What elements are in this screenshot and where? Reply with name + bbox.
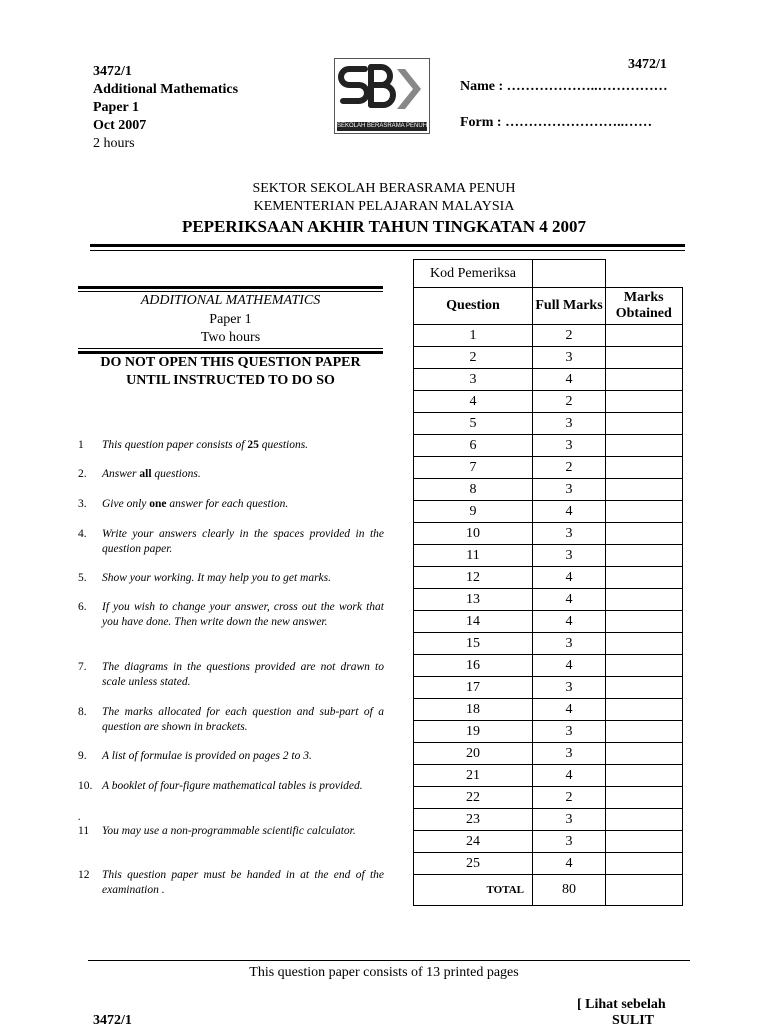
marks-obtained-cell[interactable] [606,809,683,831]
table-row [414,567,683,589]
logo-caption: SEKOLAH BERASRAMA PENUH [337,123,427,129]
marks-obtained-cell[interactable] [606,413,683,435]
paper-subject: ADDITIONAL MATHEMATICS [140,293,321,308]
examiner-code-label: Kod Pemeriksa [414,260,533,288]
table-row [414,743,683,765]
table-row [414,347,683,369]
marks-obtained-cell[interactable] [606,369,683,391]
question-number-cell: 21 [414,765,533,787]
full-marks-cell: 2 [533,391,606,413]
marks-obtained-cell[interactable] [606,721,683,743]
paper-number-box: Paper 1 [209,312,252,327]
marks-obtained-cell[interactable] [606,567,683,589]
full-marks-cell: 3 [533,677,606,699]
question-number-cell: 8 [414,479,533,501]
footer-rule [88,960,690,961]
question-number-cell: 7 [414,457,533,479]
marks-obtained-cell[interactable] [606,853,683,875]
table-row [414,611,683,633]
table-row [414,677,683,699]
classification-label: SULIT [612,1013,655,1028]
header-right-code: 3472/1 [628,57,667,72]
marks-obtained-cell[interactable] [606,743,683,765]
table-row [414,435,683,457]
full-marks-cell: 4 [533,699,606,721]
marks-obtained-cell[interactable] [606,699,683,721]
total-obtained-cell[interactable] [606,875,683,906]
question-number-cell: 25 [414,853,533,875]
question-number-cell: 5 [414,413,533,435]
table-row [414,523,683,545]
printed-pages-note: This question paper consists of 13 printed pages [249,965,519,980]
question-number-cell: 23 [414,809,533,831]
exam-title: PEPERIKSAAN AKHIR TAHUN TINGKATAN 4 2007 [181,217,587,236]
marks-obtained-cell[interactable] [606,677,683,699]
exam-duration: 2 hours [93,136,135,151]
full-marks-cell: 4 [533,589,606,611]
full-marks-cell: 3 [533,809,606,831]
table-row [414,391,683,413]
question-number-cell: 4 [414,391,533,413]
marks-obtained-cell[interactable] [606,391,683,413]
table-row [414,413,683,435]
table-row [414,501,683,523]
turn-over-note: [ Lihat sebelah [577,997,666,1012]
full-marks-cell: 4 [533,765,606,787]
full-marks-cell: 4 [533,369,606,391]
table-row [414,655,683,677]
question-number-cell: 6 [414,435,533,457]
warning-line-1: DO NOT OPEN THIS QUESTION PAPER [100,355,361,370]
exam-date: Oct 2007 [93,118,147,133]
paper-number: Paper 1 [93,100,140,115]
full-marks-cell: 3 [533,721,606,743]
question-number-cell: 15 [414,633,533,655]
table-row [414,831,683,853]
full-marks-cell: 3 [533,479,606,501]
stray-dot: . [78,811,81,823]
name-field[interactable]: Name : ………………..…………… [460,79,668,94]
full-marks-cell: 3 [533,831,606,853]
full-marks-cell: 3 [533,633,606,655]
question-number-cell: 11 [414,545,533,567]
question-number-cell: 16 [414,655,533,677]
examiner-code-blank [606,260,683,288]
marks-obtained-cell[interactable] [606,831,683,853]
full-marks-cell: 4 [533,853,606,875]
full-marks-cell: 4 [533,501,606,523]
marks-obtained-cell[interactable] [606,523,683,545]
full-marks-cell: 3 [533,413,606,435]
question-number-cell: 13 [414,589,533,611]
full-marks-cell: 4 [533,567,606,589]
question-number-cell: 18 [414,699,533,721]
question-number-cell: 3 [414,369,533,391]
footer-code: 3472/1 [93,1013,132,1028]
sector-title: SEKTOR SEKOLAH BERASRAMA PENUH [252,181,516,196]
total-row [414,875,683,906]
header-marks-obtained: Marks Obtained [606,288,683,325]
table-row [414,765,683,787]
marks-obtained-cell[interactable] [606,457,683,479]
marks-obtained-cell[interactable] [606,347,683,369]
ministry-title: KEMENTERIAN PELAJARAN MALAYSIA [253,199,515,214]
table-row [414,369,683,391]
header-full-marks: Full Marks [533,288,606,325]
question-number-cell: 2 [414,347,533,369]
table-row [414,479,683,501]
table-row [414,545,683,567]
full-marks-cell: 2 [533,325,606,347]
table-row [414,457,683,479]
marks-obtained-cell[interactable] [606,435,683,457]
table-row [414,633,683,655]
marks-obtained-cell[interactable] [606,633,683,655]
question-number-cell: 19 [414,721,533,743]
paper-duration-box: Two hours [200,330,261,345]
table-row [414,853,683,875]
full-marks-cell: 2 [533,457,606,479]
table-row [414,589,683,611]
form-field[interactable]: Form : ……………………..…… [460,115,653,130]
total-value: 80 [533,875,606,906]
full-marks-cell: 3 [533,347,606,369]
marks-obtained-cell[interactable] [606,787,683,809]
question-number-cell: 17 [414,677,533,699]
table-row [414,787,683,809]
full-marks-cell: 4 [533,655,606,677]
total-label: TOTAL [414,875,533,906]
full-marks-cell: 3 [533,545,606,567]
warning-line-2: UNTIL INSTRUCTED TO DO SO [126,373,335,388]
marks-obtained-cell[interactable] [606,479,683,501]
question-number-cell: 20 [414,743,533,765]
examiner-code-row [414,260,683,288]
table-row [414,699,683,721]
question-number-cell: 10 [414,523,533,545]
marks-obtained-cell[interactable] [606,501,683,523]
marks-obtained-cell[interactable] [606,545,683,567]
question-number-cell: 24 [414,831,533,853]
header-question: Question [414,288,533,325]
question-number-cell: 14 [414,611,533,633]
table-row [414,721,683,743]
marks-obtained-cell[interactable] [606,325,683,347]
marks-table-body [414,325,683,875]
marks-table [413,259,683,906]
table-header-row [414,288,683,325]
question-number-cell: 1 [414,325,533,347]
instructions-list: 1 This question paper consists of 25 questions. 2. Answer all questions. 3. Give only one answer for each question. 4. Write your answers clearly in the spaces provided in the question paper. 5. Show your working. It may help you to get marks. 6. If you wish to change your answer, cross out the work that you have done. Then write down the new answer. 7. The diagrams in the questions provided are not drawn to scale unless stated. 8. The marks allocated for each question and sub-part of a question are shown in brackets. 9. A list of formulae is provided on pages 2 to 3. 10. A booklet of four-figure mathematical tables is provided. . 11 You may use a non-programmable scientific calculator. 12 This question paper must be handed in at the end of the examination . [78,439,384,896]
question-number-cell: 12 [414,567,533,589]
full-marks-cell: 3 [533,743,606,765]
full-marks-cell: 3 [533,523,606,545]
subject-name: Additional Mathematics [93,82,239,97]
full-marks-cell: 2 [533,787,606,809]
paper-code: 3472/1 [93,64,132,79]
marks-obtained-cell[interactable] [606,589,683,611]
marks-obtained-cell[interactable] [606,765,683,787]
full-marks-cell: 3 [533,435,606,457]
table-row [414,809,683,831]
table-row [414,325,683,347]
full-marks-cell: 4 [533,611,606,633]
question-number-cell: 9 [414,501,533,523]
examiner-code-field[interactable] [533,260,606,288]
question-number-cell: 22 [414,787,533,809]
marks-obtained-cell[interactable] [606,655,683,677]
marks-obtained-cell[interactable] [606,611,683,633]
